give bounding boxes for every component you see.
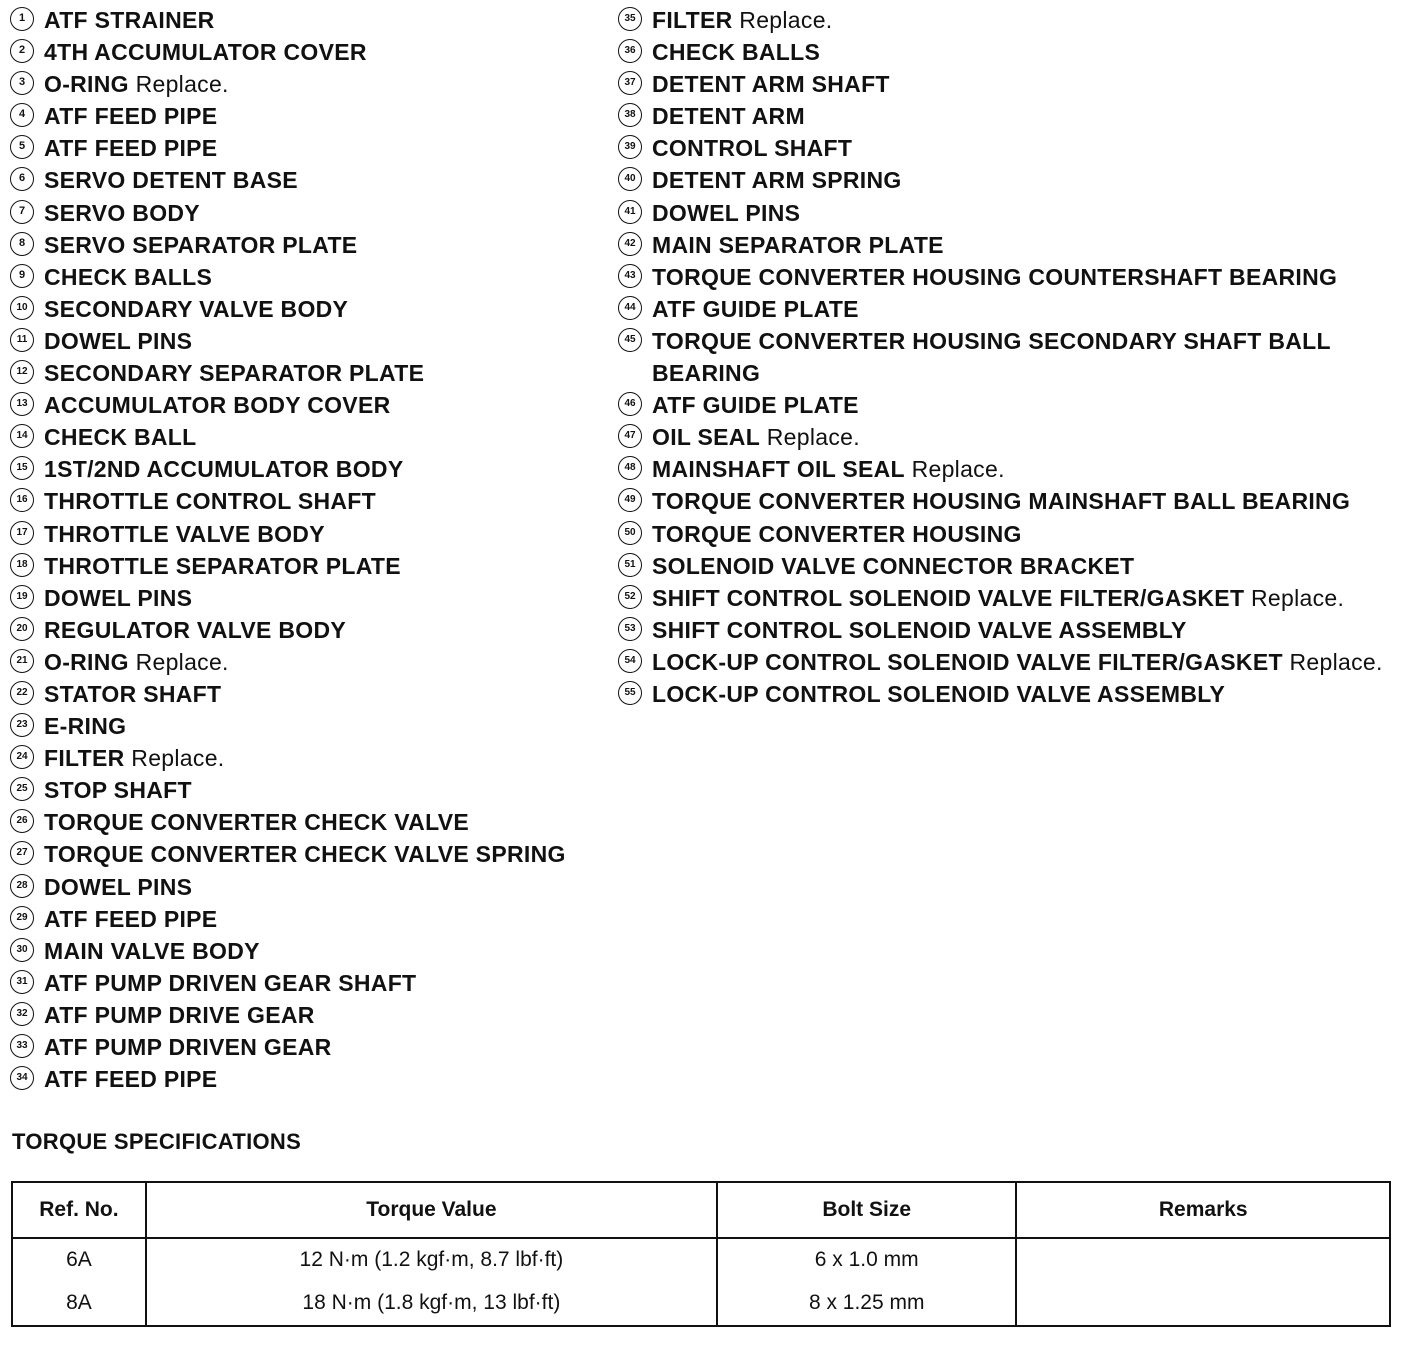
- item-text: [652, 678, 1388, 710]
- part-name: TORQUE CONVERTER HOUSING COUNTERSHAFT BEARING: [652, 263, 1338, 290]
- item-text: [652, 646, 1388, 678]
- part-name: CONTROL SHAFT: [652, 135, 853, 162]
- torque-specifications-title: TORQUE SPECIFICATIONS: [12, 1129, 302, 1154]
- item-number-badge: 28: [10, 874, 34, 898]
- item-number-badge: 6: [10, 167, 34, 191]
- part-name: DOWEL PINS: [652, 199, 801, 226]
- item-number-badge: 29: [10, 906, 34, 930]
- item-number-badge: 14: [10, 424, 34, 448]
- part-name: MAIN VALVE BODY: [44, 937, 260, 964]
- part-name: TORQUE CONVERTER CHECK VALVE: [44, 809, 469, 836]
- item-text: [652, 293, 1388, 325]
- item-number-badge: 48: [618, 456, 642, 480]
- item-number-badge: 16: [10, 488, 34, 512]
- list-item: [10, 967, 610, 999]
- item-text: [44, 68, 610, 100]
- list-item: [618, 518, 1388, 550]
- item-number-badge: 38: [618, 103, 642, 127]
- list-item: [10, 1031, 610, 1063]
- item-text: [44, 164, 610, 196]
- part-note: Replace.: [135, 71, 229, 98]
- header-ref-no: Ref. No.: [12, 1182, 146, 1238]
- part-note: Replace.: [766, 424, 860, 451]
- item-text: [652, 100, 1388, 132]
- part-name: TORQUE CONVERTER CHECK VALVE SPRING: [44, 841, 566, 868]
- list-item: [618, 36, 1388, 68]
- item-number-badge: 36: [618, 39, 642, 63]
- item-number-badge: 50: [618, 521, 642, 545]
- item-text: [44, 357, 610, 389]
- item-text: [652, 68, 1388, 100]
- list-item: [10, 164, 610, 196]
- list-item: [10, 550, 610, 582]
- item-text: [44, 550, 610, 582]
- part-name: CHECK BALLS: [652, 39, 821, 66]
- item-text: [44, 774, 610, 806]
- list-item: [618, 646, 1388, 678]
- parts-list-right: [618, 4, 1388, 710]
- item-text: [44, 710, 610, 742]
- item-number-badge: 18: [10, 553, 34, 577]
- list-item: [10, 4, 610, 36]
- list-item: [10, 903, 610, 935]
- part-name: MAIN SEPARATOR PLATE: [652, 231, 944, 258]
- item-number-badge: 22: [10, 681, 34, 705]
- item-number-badge: 44: [618, 296, 642, 320]
- part-name: ATF FEED PIPE: [44, 1066, 218, 1093]
- item-number-badge: 12: [10, 360, 34, 384]
- item-text: [44, 293, 610, 325]
- list-item: [618, 453, 1388, 485]
- item-number-badge: 43: [618, 264, 642, 288]
- item-number-badge: 21: [10, 649, 34, 673]
- item-text: [652, 421, 1388, 453]
- item-number-badge: 19: [10, 585, 34, 609]
- part-name: ATF FEED PIPE: [44, 905, 218, 932]
- part-name: SHIFT CONTROL SOLENOID VALVE FILTER/GASKET: [652, 584, 1245, 611]
- item-number-badge: 39: [618, 135, 642, 159]
- item-text: [44, 806, 610, 838]
- item-text: [44, 582, 610, 614]
- cell-ref-no: 8A: [12, 1282, 146, 1326]
- item-text: [44, 935, 610, 967]
- part-name: DETENT ARM SHAFT: [652, 71, 890, 98]
- item-text: [44, 1063, 610, 1095]
- part-note: Replace.: [131, 745, 225, 772]
- item-text: [44, 132, 610, 164]
- list-item: [618, 132, 1388, 164]
- item-text: [44, 903, 610, 935]
- list-item: [10, 100, 610, 132]
- item-text: [652, 518, 1388, 550]
- item-number-badge: 1: [10, 7, 34, 31]
- list-item: [10, 485, 610, 517]
- item-text: [44, 838, 610, 870]
- part-name: DETENT ARM SPRING: [652, 167, 902, 194]
- part-name: O-RING: [44, 71, 129, 98]
- part-name: TORQUE CONVERTER HOUSING MAINSHAFT BALL BEARING: [652, 488, 1351, 515]
- part-name: DOWEL PINS: [44, 873, 193, 900]
- item-number-badge: 4: [10, 103, 34, 127]
- list-item: [618, 325, 1388, 389]
- item-number-badge: 47: [618, 424, 642, 448]
- part-name: E-RING: [44, 713, 127, 740]
- list-item: [10, 453, 610, 485]
- item-text: [44, 453, 610, 485]
- part-name: OIL SEAL: [652, 424, 761, 451]
- part-name: ACCUMULATOR BODY COVER: [44, 392, 391, 419]
- part-name: LOCK-UP CONTROL SOLENOID VALVE FILTER/GASKET: [652, 648, 1283, 675]
- part-name: REGULATOR VALVE BODY: [44, 616, 347, 643]
- cell-remarks: [1016, 1238, 1390, 1326]
- item-number-badge: 27: [10, 841, 34, 865]
- list-item: [618, 229, 1388, 261]
- list-item: [10, 261, 610, 293]
- part-note: Replace.: [911, 456, 1005, 483]
- item-number-badge: 51: [618, 553, 642, 577]
- cell-torque-value: 18 N·m (1.8 kgf·m, 13 lbf·ft): [146, 1282, 717, 1326]
- item-number-badge: 7: [10, 200, 34, 224]
- part-name: CHECK BALL: [44, 424, 197, 451]
- item-text: [44, 871, 610, 903]
- part-name: SERVO DETENT BASE: [44, 167, 298, 194]
- item-text: [652, 550, 1388, 582]
- item-text: [652, 614, 1388, 646]
- item-text: [44, 1031, 610, 1063]
- item-number-badge: 31: [10, 970, 34, 994]
- list-item: [618, 100, 1388, 132]
- header-remarks: Remarks: [1016, 1182, 1390, 1238]
- item-number-badge: 37: [618, 71, 642, 95]
- item-number-badge: 53: [618, 617, 642, 641]
- item-text: [44, 325, 610, 357]
- part-name: ATF FEED PIPE: [44, 135, 218, 162]
- list-item: [10, 132, 610, 164]
- cell-torque-value: 12 N·m (1.2 kgf·m, 8.7 lbf·ft): [146, 1238, 717, 1282]
- list-item: [10, 646, 610, 678]
- part-name: SHIFT CONTROL SOLENOID VALVE ASSEMBLY: [652, 616, 1187, 643]
- item-number-badge: 35: [618, 7, 642, 31]
- part-name: SECONDARY SEPARATOR PLATE: [44, 360, 425, 387]
- part-name: ATF GUIDE PLATE: [652, 392, 859, 419]
- cell-bolt-size: 6 x 1.0 mm: [717, 1238, 1017, 1282]
- part-name: STATOR SHAFT: [44, 680, 222, 707]
- list-item: [10, 357, 610, 389]
- item-text: [652, 453, 1388, 485]
- item-text: [44, 485, 610, 517]
- table-header-row: [12, 1182, 1390, 1238]
- list-item: [10, 389, 610, 421]
- item-text: [652, 164, 1388, 196]
- item-text: [44, 229, 610, 261]
- part-name: FILTER: [652, 7, 733, 33]
- part-name: LOCK-UP CONTROL SOLENOID VALVE ASSEMBLY: [652, 680, 1226, 707]
- item-number-badge: 54: [618, 649, 642, 673]
- list-item: [10, 806, 610, 838]
- item-text: [652, 36, 1388, 68]
- item-number-badge: 17: [10, 521, 34, 545]
- list-item: [618, 421, 1388, 453]
- part-name: SERVO SEPARATOR PLATE: [44, 231, 358, 258]
- list-item: [618, 261, 1388, 293]
- item-text: [44, 646, 610, 678]
- item-number-badge: 20: [10, 617, 34, 641]
- item-number-badge: 40: [618, 167, 642, 191]
- part-name: ATF FEED PIPE: [44, 103, 218, 130]
- list-item: [10, 229, 610, 261]
- part-name: THROTTLE VALVE BODY: [44, 520, 325, 547]
- list-item: [10, 774, 610, 806]
- item-number-badge: 11: [10, 328, 34, 352]
- item-number-badge: 41: [618, 200, 642, 224]
- part-name: 1ST/2ND ACCUMULATOR BODY: [44, 456, 404, 483]
- part-name: ATF PUMP DRIVEN GEAR: [44, 1034, 332, 1060]
- part-note: Replace.: [1289, 648, 1383, 675]
- list-item: [10, 999, 610, 1031]
- torque-specifications-table: [11, 1181, 1391, 1327]
- cell-ref-no: 6A: [12, 1238, 146, 1282]
- header-torque-value: Torque Value: [146, 1182, 717, 1238]
- item-number-badge: 2: [10, 39, 34, 63]
- item-text: [44, 421, 610, 453]
- item-number-badge: 49: [618, 488, 642, 512]
- item-number-badge: 15: [10, 456, 34, 480]
- item-text: [44, 261, 610, 293]
- item-text: [44, 678, 610, 710]
- list-item: [10, 197, 610, 229]
- part-name: DOWEL PINS: [44, 584, 193, 611]
- header-bolt-size: Bolt Size: [717, 1182, 1017, 1238]
- list-item: [618, 4, 1388, 36]
- part-name: ATF PUMP DRIVEN GEAR SHAFT: [44, 969, 417, 996]
- item-number-badge: 13: [10, 392, 34, 416]
- list-item: [10, 421, 610, 453]
- item-text: [44, 518, 610, 550]
- item-number-badge: 25: [10, 777, 34, 801]
- item-number-badge: 42: [618, 232, 642, 256]
- item-number-badge: 26: [10, 809, 34, 833]
- item-text: [652, 197, 1388, 229]
- item-text: [44, 36, 610, 68]
- item-number-badge: 3: [10, 71, 34, 95]
- item-text: [652, 389, 1388, 421]
- part-name: TORQUE CONVERTER HOUSING SECONDARY SHAFT BALL BEARING: [652, 327, 1331, 387]
- list-item: [10, 1063, 610, 1095]
- item-text: [652, 132, 1388, 164]
- part-name: 4TH ACCUMULATOR COVER: [44, 39, 367, 66]
- list-item: [618, 389, 1388, 421]
- item-text: [44, 999, 610, 1031]
- list-item: [10, 36, 610, 68]
- list-item: [10, 293, 610, 325]
- item-number-badge: 9: [10, 264, 34, 288]
- item-text: [652, 485, 1388, 517]
- part-note: Replace.: [1251, 584, 1345, 611]
- cell-bolt-size: 8 x 1.25 mm: [717, 1282, 1017, 1326]
- part-name: DETENT ARM: [652, 103, 805, 130]
- list-item: [10, 614, 610, 646]
- item-number-badge: 24: [10, 745, 34, 769]
- part-name: DOWEL PINS: [44, 327, 193, 354]
- list-item: [10, 871, 610, 903]
- item-text: [44, 389, 610, 421]
- item-text: [652, 4, 1388, 36]
- part-name: ATF STRAINER: [44, 7, 215, 33]
- item-number-badge: 30: [10, 938, 34, 962]
- item-text: [44, 967, 610, 999]
- list-item: [618, 678, 1388, 710]
- list-item: [618, 293, 1388, 325]
- item-number-badge: 8: [10, 232, 34, 256]
- item-number-badge: 45: [618, 328, 642, 352]
- item-text: [44, 4, 610, 36]
- part-note: Replace.: [135, 648, 229, 675]
- part-name: SOLENOID VALVE CONNECTOR BRACKET: [652, 552, 1135, 579]
- item-number-badge: 32: [10, 1002, 34, 1026]
- item-number-badge: 55: [618, 681, 642, 705]
- list-item: [10, 518, 610, 550]
- list-item: [10, 582, 610, 614]
- item-number-badge: 34: [10, 1066, 34, 1090]
- part-name: FILTER: [44, 745, 125, 772]
- list-item: [618, 550, 1388, 582]
- list-item: [10, 742, 610, 774]
- list-item: [10, 68, 610, 100]
- item-text: [652, 261, 1388, 293]
- item-text: [44, 197, 610, 229]
- item-number-badge: 10: [10, 296, 34, 320]
- parts-list-left: [10, 4, 610, 1095]
- item-number-badge: 23: [10, 713, 34, 737]
- part-name: THROTTLE SEPARATOR PLATE: [44, 552, 401, 579]
- list-item: [618, 582, 1388, 614]
- list-item: [618, 197, 1388, 229]
- list-item: [618, 68, 1388, 100]
- table-row: [12, 1238, 1390, 1282]
- list-item: [618, 614, 1388, 646]
- item-text: [44, 614, 610, 646]
- item-text: [44, 100, 610, 132]
- item-text: [44, 742, 610, 774]
- list-item: [618, 164, 1388, 196]
- item-number-badge: 33: [10, 1034, 34, 1058]
- item-number-badge: 46: [618, 392, 642, 416]
- item-text: [652, 582, 1388, 614]
- part-name: MAINSHAFT OIL SEAL: [652, 456, 905, 483]
- part-name: ATF PUMP DRIVE GEAR: [44, 1001, 315, 1028]
- list-item: [618, 485, 1388, 517]
- item-number-badge: 52: [618, 585, 642, 609]
- part-name: SECONDARY VALVE BODY: [44, 295, 349, 322]
- list-item: [10, 838, 610, 870]
- part-name: SERVO BODY: [44, 199, 200, 226]
- part-name: THROTTLE CONTROL SHAFT: [44, 488, 376, 515]
- part-name: TORQUE CONVERTER HOUSING: [652, 520, 1022, 547]
- item-text: [652, 325, 1388, 389]
- item-text: [652, 229, 1388, 261]
- list-item: [10, 678, 610, 710]
- part-name: ATF GUIDE PLATE: [652, 295, 859, 322]
- part-name: O-RING: [44, 648, 129, 675]
- part-note: Replace.: [739, 7, 833, 33]
- list-item: [10, 935, 610, 967]
- list-item: [10, 710, 610, 742]
- list-item: [10, 325, 610, 357]
- part-name: CHECK BALLS: [44, 263, 213, 290]
- item-number-badge: 5: [10, 135, 34, 159]
- part-name: STOP SHAFT: [44, 777, 192, 804]
